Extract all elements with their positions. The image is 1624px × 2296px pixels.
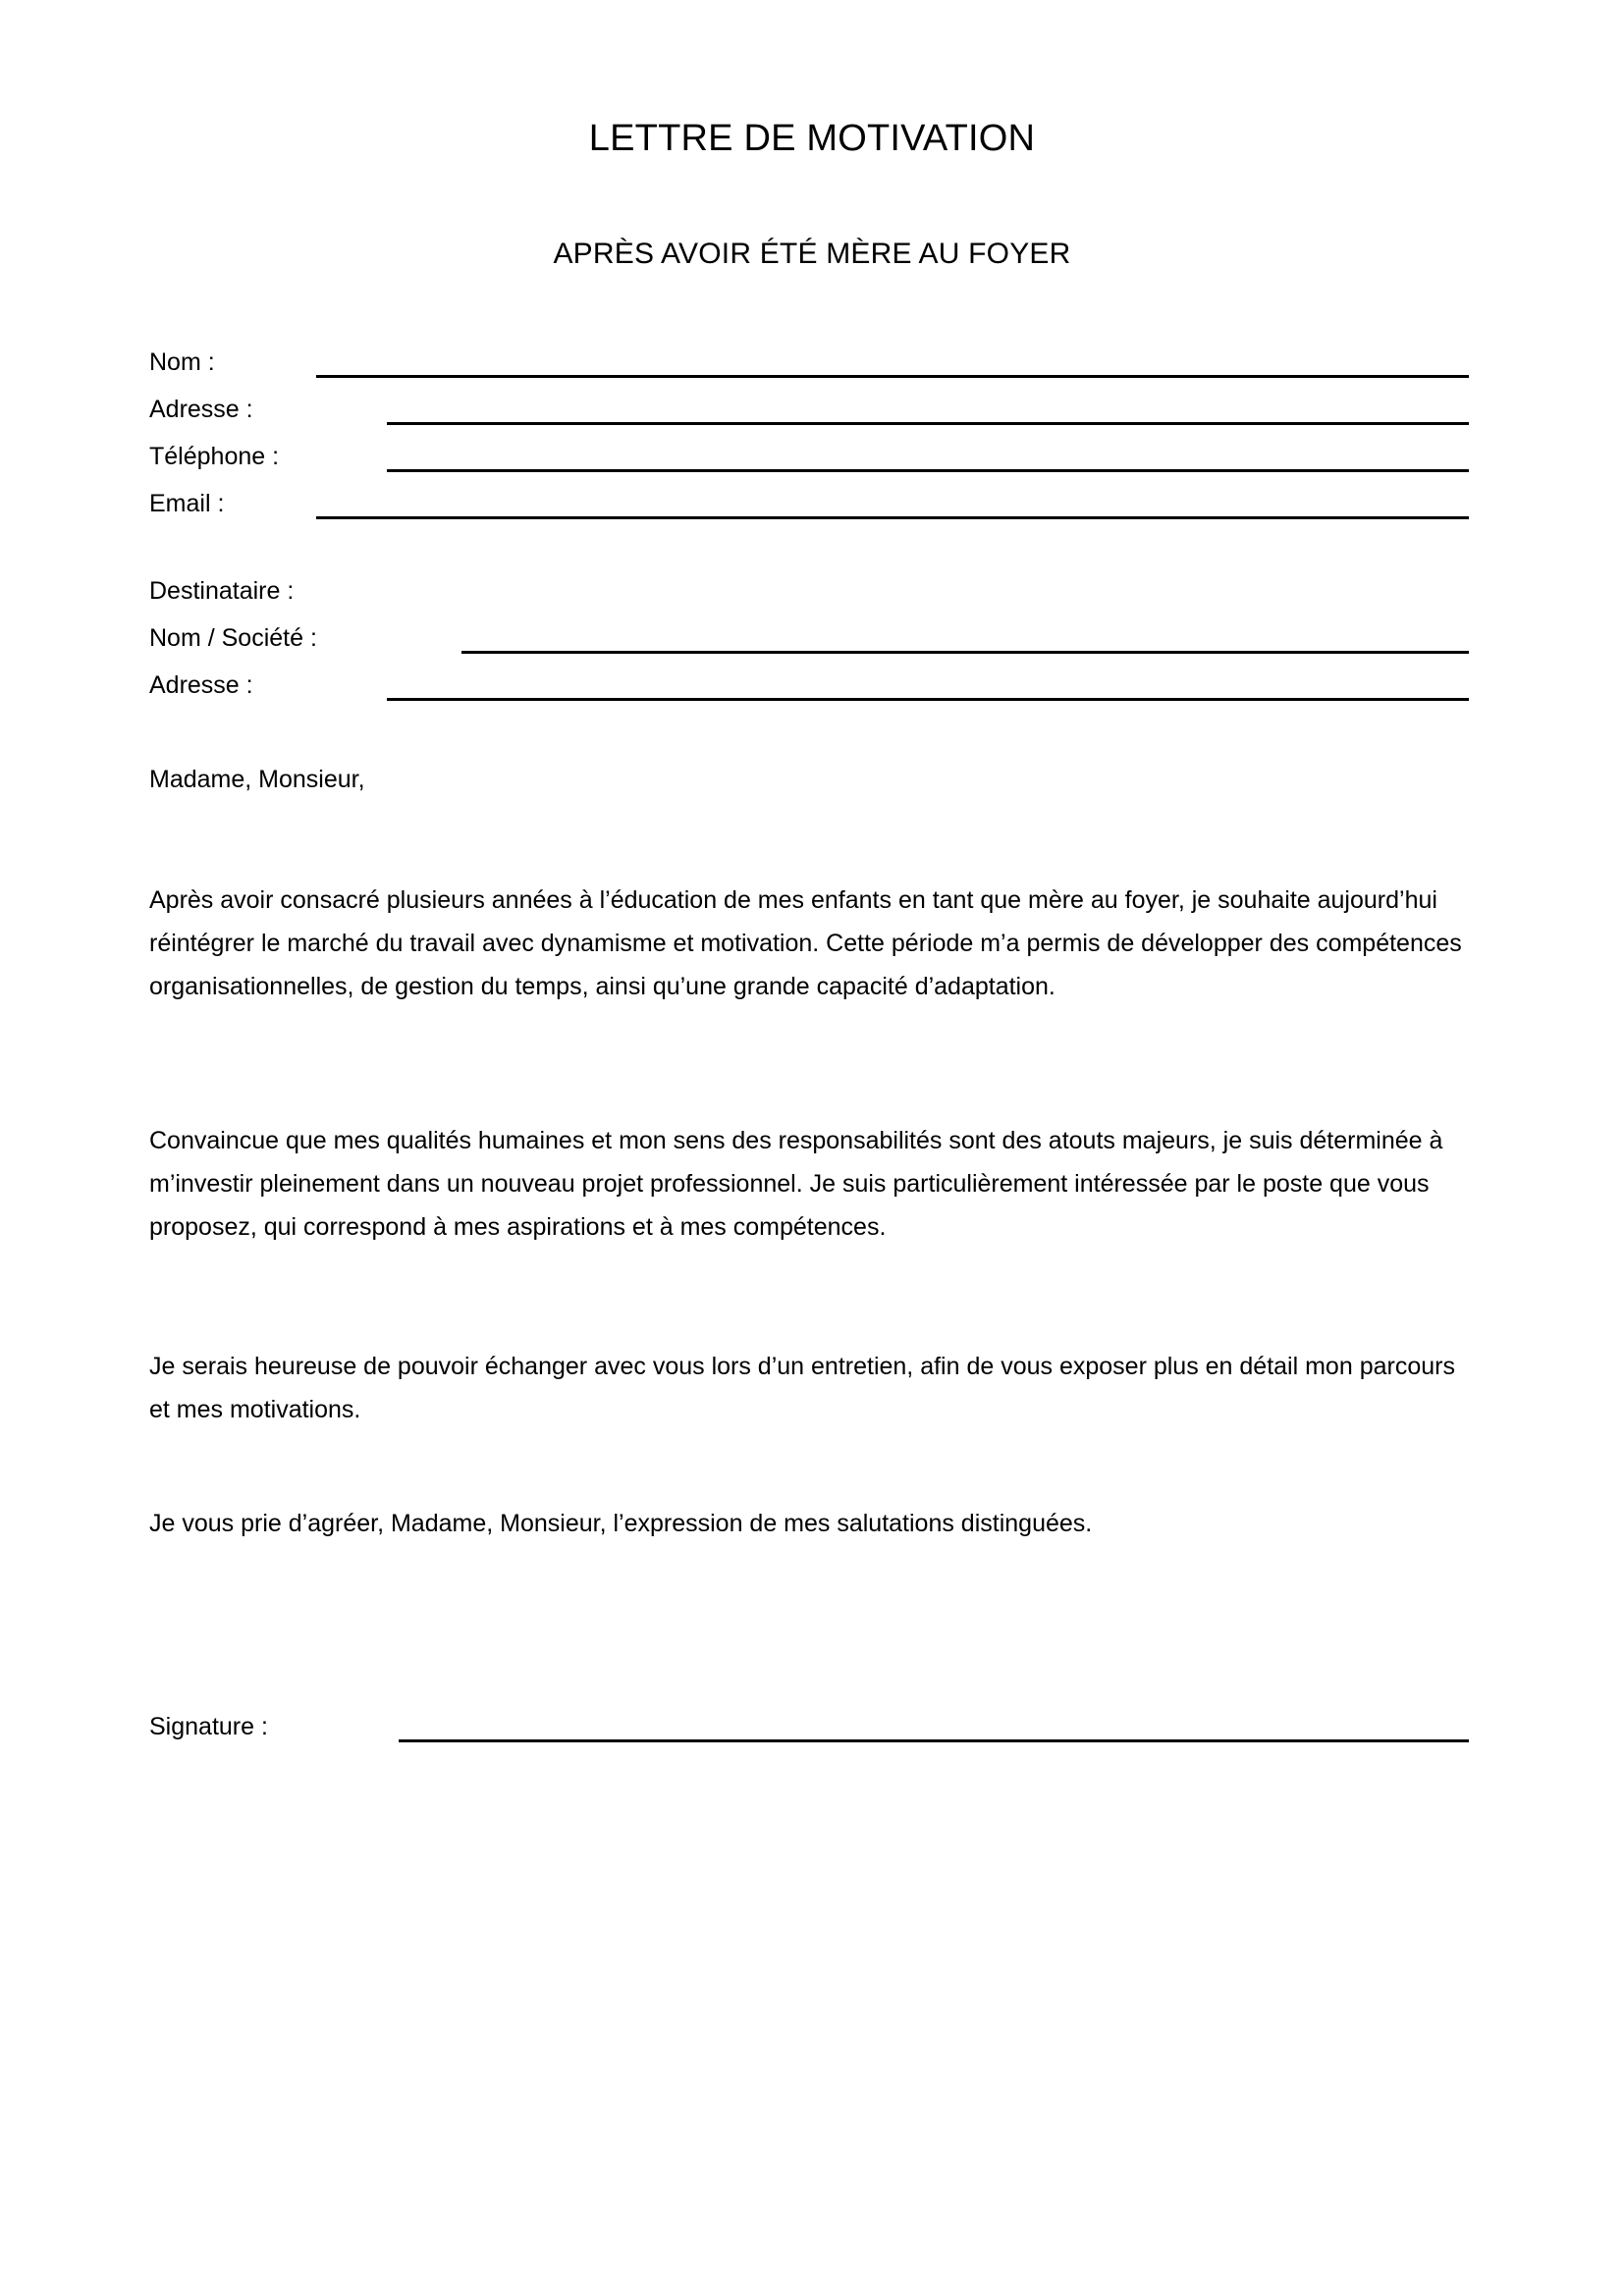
field-row-nom [0,346,1624,387]
body-paragraph-1 [149,879,1475,1008]
paragraph-text: Je serais heureuse de pouvoir échanger avec vous lors d’un entretien, afin de vous exposer plus en détail mon parcours et mes motivations. [149,1353,1455,1423]
paragraph-text: Convaincue que mes qualités humaines et mon sens des responsabilités sont des atouts majeurs, je suis déterminée à m’investir pleinement dans un nouveau projet professionnel. Je suis particulièrement intéressée par le poste que vous proposez, qui correspond à mes aspirations et à mes compétences. [149,1127,1443,1241]
field-label-telephone: Téléphone : [149,443,280,470]
body-paragraph-closing [149,1502,1475,1545]
recipient-heading: Destinataire : [149,577,295,605]
field-rule-recipient-adresse[interactable] [387,698,1469,701]
field-label-adresse: Adresse : [149,396,253,423]
field-row-adresse [0,393,1624,434]
salutation: Madame, Monsieur, [149,766,365,793]
field-row-email [0,487,1624,528]
body-paragraph-3 [149,1345,1475,1431]
page-subtitle: APRÈS AVOIR ÉTÉ MÈRE AU FOYER [553,238,1071,270]
field-rule-telephone[interactable] [387,469,1469,472]
signature-label: Signature : [149,1713,268,1740]
field-rule-nom[interactable] [316,375,1469,378]
field-row-recipient-adresse [0,668,1624,710]
page-title: LETTRE DE MOTIVATION [588,118,1036,159]
field-rule-email[interactable] [316,516,1469,519]
field-row-nom-societe [0,621,1624,663]
field-rule-nom-societe[interactable] [461,651,1469,654]
field-label-email: Email : [149,490,225,517]
field-label-recipient-adresse: Adresse : [149,671,253,699]
field-rule-adresse[interactable] [387,422,1469,425]
field-label-nom-societe: Nom / Société : [149,624,317,652]
signature-rule[interactable] [399,1739,1469,1742]
paragraph-text: Je vous prie d’agréer, Madame, Monsieur, l’expression de mes salutations distinguées. [149,1510,1093,1537]
field-row-telephone [0,440,1624,481]
paragraph-text: Après avoir consacré plusieurs années à l’éducation de mes enfants en tant que mère au foyer, je souhaite aujourd’hui réintégrer le marché du travail avec dynamisme et motivation. Cette période m’a permis de développer des compétences organisationnelles, de gestion du temps, ainsi qu’une grande capacité d’adaptation. [149,886,1462,1000]
body-paragraph-2 [149,1119,1475,1249]
field-label-nom: Nom : [149,348,215,376]
